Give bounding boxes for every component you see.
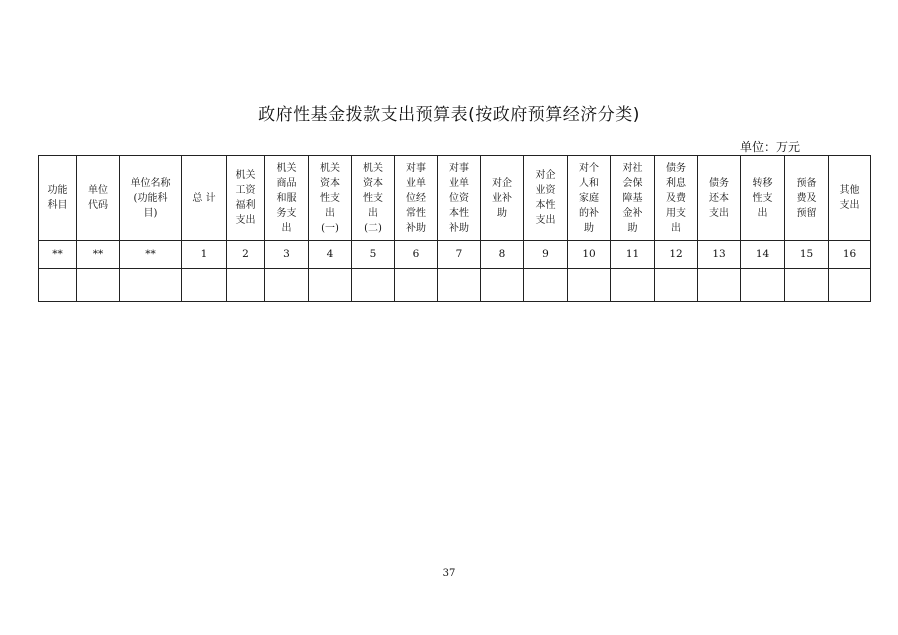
empty-row	[39, 269, 871, 302]
index-cell: **	[39, 241, 77, 269]
empty-cell	[120, 269, 182, 302]
header-cell	[395, 156, 438, 241]
header-label: 功能 科目	[47, 185, 68, 211]
header-label: 债务 利息 及费 用支 出	[666, 162, 686, 234]
index-cell: 2	[227, 241, 265, 269]
header-cell	[352, 156, 395, 241]
header-cell	[265, 156, 309, 241]
index-cell: 5	[352, 241, 395, 269]
empty-cell	[611, 269, 655, 302]
page-number: 37	[442, 568, 456, 579]
empty-cell	[655, 269, 698, 302]
index-cell: **	[120, 241, 182, 269]
header-label: 对个 人和 家庭 的补 助	[579, 162, 599, 234]
header-cell	[481, 156, 524, 241]
index-cell: 11	[611, 241, 655, 269]
empty-cell	[309, 269, 352, 302]
unit-label: 单位：万元	[739, 140, 800, 154]
index-cell: 10	[568, 241, 611, 269]
header-label: 机关 资本 性支 出 (一)	[320, 162, 340, 234]
header-cell	[77, 156, 120, 241]
header-cell	[39, 156, 77, 241]
empty-cell	[265, 269, 309, 302]
header-cell	[785, 156, 829, 241]
header-cell	[524, 156, 568, 241]
empty-cell	[227, 269, 265, 302]
empty-cell	[785, 269, 829, 302]
empty-cell	[77, 269, 120, 302]
index-cell: 9	[524, 241, 568, 269]
header-cell	[829, 156, 871, 241]
index-cell: 14	[741, 241, 785, 269]
index-cell: 16	[829, 241, 871, 269]
empty-cell	[829, 269, 871, 302]
empty-cell	[352, 269, 395, 302]
header-label: 单位 代码	[88, 185, 108, 211]
index-cell: 13	[698, 241, 741, 269]
index-cell: 3	[265, 241, 309, 269]
header-cell	[655, 156, 698, 241]
header-label: 对企 业资 本性 支出	[535, 170, 556, 226]
header-row	[39, 156, 871, 241]
header-label: 机关 商品 和服 务支 出	[276, 162, 297, 234]
header-label: 转移 性支 出	[752, 177, 773, 219]
header-cell	[227, 156, 265, 241]
budget-table	[38, 155, 871, 302]
header-label: 机关 资本 性支 出 (二)	[363, 162, 383, 234]
header-label: 总 计	[192, 192, 216, 204]
header-label: 机关 工资 福利 支出	[235, 170, 256, 226]
header-label: 对事 业单 位资 本性 补助	[449, 162, 469, 234]
empty-cell	[481, 269, 524, 302]
header-label: 单位名称 (功能科 目)	[130, 177, 171, 219]
index-cell: **	[77, 241, 120, 269]
index-cell: 1	[182, 241, 227, 269]
header-cell	[120, 156, 182, 241]
page-title: 政府性基金拨款支出预算表(按政府预算经济分类)	[258, 105, 640, 125]
header-label: 预备 费及 预留	[796, 177, 817, 219]
header-label: 对事 业单 位经 常性 补助	[406, 162, 426, 234]
header-label: 债务 还本 支出	[709, 177, 729, 219]
empty-cell	[741, 269, 785, 302]
index-cell: 6	[395, 241, 438, 269]
empty-cell	[524, 269, 568, 302]
empty-cell	[698, 269, 741, 302]
index-row	[39, 241, 871, 269]
empty-cell	[438, 269, 481, 302]
header-cell	[741, 156, 785, 241]
header-cell	[611, 156, 655, 241]
index-cell: 12	[655, 241, 698, 269]
header-label: 对企 业补 助	[492, 177, 512, 219]
index-cell: 15	[785, 241, 829, 269]
empty-cell	[568, 269, 611, 302]
header-cell	[309, 156, 352, 241]
index-cell: 7	[438, 241, 481, 269]
header-cell	[182, 156, 227, 241]
empty-cell	[182, 269, 227, 302]
index-cell: 4	[309, 241, 352, 269]
header-cell	[438, 156, 481, 241]
header-label: 对社 会保 障基 金补 助	[622, 162, 643, 234]
header-cell	[698, 156, 741, 241]
empty-cell	[395, 269, 438, 302]
empty-cell	[39, 269, 77, 302]
header-cell	[568, 156, 611, 241]
index-cell: 8	[481, 241, 524, 269]
header-label: 其他 支出	[839, 185, 860, 211]
